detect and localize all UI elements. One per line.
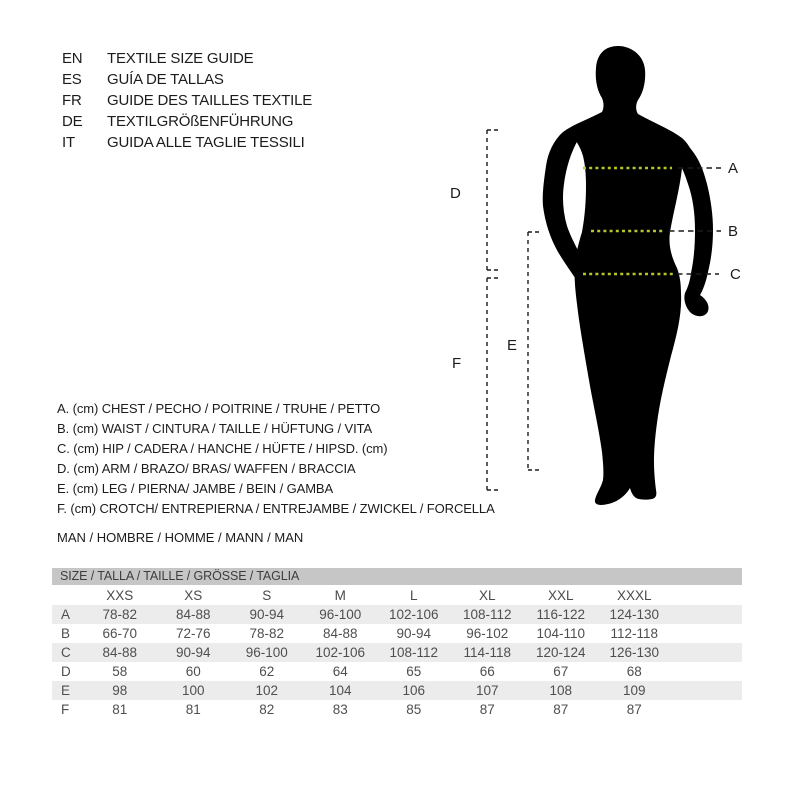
size-value: 85 [406, 702, 422, 717]
language-title-block [62, 48, 312, 153]
size-value: 96-100 [245, 645, 288, 660]
column-header-s: S [262, 587, 272, 603]
column-header-xxxl: XXXL [616, 587, 652, 603]
size-value: 108 [549, 683, 573, 698]
size-value: 62 [259, 664, 275, 679]
size-value: 78-82 [102, 607, 138, 622]
size-value: 107 [475, 683, 499, 698]
table-row [52, 662, 742, 681]
legend-line-hip: C. (cm) HIP / CADERA / HANCHE / HÜFTE / HIPSD. (cm) [57, 441, 388, 456]
size-value: 102-106 [388, 607, 439, 622]
row-label: F [61, 702, 70, 717]
measurement-legend [57, 399, 495, 519]
size-value: 106 [402, 683, 426, 698]
figure-label-hip: C [730, 266, 741, 283]
size-value: 66 [479, 664, 495, 679]
language-code: ES [62, 71, 82, 88]
language-code: IT [62, 134, 75, 151]
table-row [52, 643, 742, 662]
size-value: 108-112 [389, 645, 439, 660]
size-value: 112-118 [610, 626, 659, 641]
figure-label-waist: B [728, 223, 739, 240]
size-value: 81 [112, 702, 128, 717]
size-table-body [52, 605, 742, 719]
size-value: 87 [479, 702, 495, 717]
language-row [62, 111, 312, 132]
size-value: 116-122 [536, 607, 586, 622]
language-title: GUÍA DE TALLAS [107, 71, 224, 88]
size-value: 68 [626, 664, 642, 679]
size-value: 87 [626, 702, 642, 717]
legend-line-waist: B. (cm) WAIST / CINTURA / TAILLE / HÜFTUNG / VITA [57, 421, 373, 436]
column-header-l: L [409, 587, 418, 603]
table-row [52, 605, 742, 624]
row-label: A [61, 607, 71, 622]
figure-label-leg: E [507, 337, 518, 354]
size-value: 87 [553, 702, 569, 717]
size-value: 120-124 [535, 645, 586, 660]
size-value: 104-110 [536, 626, 586, 641]
size-value: 82 [259, 702, 275, 717]
language-row [62, 48, 312, 69]
size-table [52, 568, 742, 719]
size-value: 96-102 [466, 626, 509, 641]
size-value: 58 [112, 664, 128, 679]
size-value: 84-88 [322, 626, 358, 641]
size-value: 78-82 [249, 626, 285, 641]
language-title: TEXTILGRÖßENFÜHRUNG [107, 113, 294, 130]
size-table-header-row [52, 585, 742, 605]
size-value: 114-118 [463, 645, 512, 660]
size-value: 83 [332, 702, 348, 717]
size-value: 108-112 [462, 607, 512, 622]
legend-line-arm: D. (cm) ARM / BRAZO/ BRAS/ WAFFEN / BRACCIA [57, 461, 356, 476]
legend-line-crotch: F. (cm) CROTCH/ ENTREPIERNA / ENTREJAMBE / ZWICKEL / FORCELLA [57, 501, 495, 516]
figure-label-chest: A [728, 160, 739, 177]
language-title: GUIDA ALLE TAGLIE TESSILI [107, 134, 305, 151]
column-header-xxl: XXL [547, 587, 574, 603]
language-row [62, 69, 312, 90]
row-label: B [61, 626, 71, 641]
figure-label-crotch: F [452, 355, 462, 372]
language-title: TEXTILE SIZE GUIDE [107, 50, 254, 67]
size-value: 66-70 [102, 626, 138, 641]
figure-label-arm: D [450, 185, 461, 202]
row-label: D [61, 664, 71, 679]
size-value: 124-130 [609, 607, 660, 622]
column-header-xs: XS [184, 587, 203, 603]
size-value: 109 [622, 683, 646, 698]
size-value: 90-94 [249, 607, 285, 622]
column-header-m: M [334, 587, 346, 603]
language-code: FR [62, 92, 82, 109]
size-value: 64 [332, 664, 348, 679]
language-code: DE [62, 113, 83, 130]
column-header-xl: XL [478, 587, 496, 603]
size-table-title: SIZE / TALLA / TAILLE / GRÖSSE / TAGLIA [52, 568, 742, 585]
size-value: 67 [553, 664, 569, 679]
size-value: 98 [112, 683, 128, 698]
size-value: 90-94 [175, 645, 211, 660]
size-value: 96-100 [319, 607, 362, 622]
row-label: C [61, 645, 71, 660]
table-row [52, 700, 742, 719]
row-label: E [61, 683, 71, 698]
language-row [62, 132, 312, 153]
legend-line-chest: A. (cm) CHEST / PECHO / POITRINE / TRUHE / PETTO [57, 401, 381, 416]
size-value: 126-130 [609, 645, 660, 660]
table-row [52, 681, 742, 700]
column-header-xxs: XXS [106, 587, 134, 603]
gender-line: MAN / HOMBRE / HOMME / MANN / MAN [57, 530, 304, 545]
size-value: 84-88 [175, 607, 211, 622]
size-value: 102-106 [315, 645, 366, 660]
size-value: 84-88 [102, 645, 138, 660]
size-value: 90-94 [396, 626, 432, 641]
legend-line-leg: E. (cm) LEG / PIERNA/ JAMBE / BEIN / GAMBA [57, 481, 334, 496]
language-row [62, 90, 312, 111]
size-value: 100 [181, 683, 205, 698]
size-value: 81 [185, 702, 201, 717]
language-title: GUIDE DES TAILLES TEXTILE [107, 92, 313, 109]
size-value: 102 [255, 683, 279, 698]
size-value: 60 [185, 664, 201, 679]
table-row [52, 624, 742, 643]
size-value: 65 [406, 664, 422, 679]
language-code: EN [62, 50, 83, 67]
size-value: 104 [328, 683, 352, 698]
size-value: 72-76 [175, 626, 211, 641]
